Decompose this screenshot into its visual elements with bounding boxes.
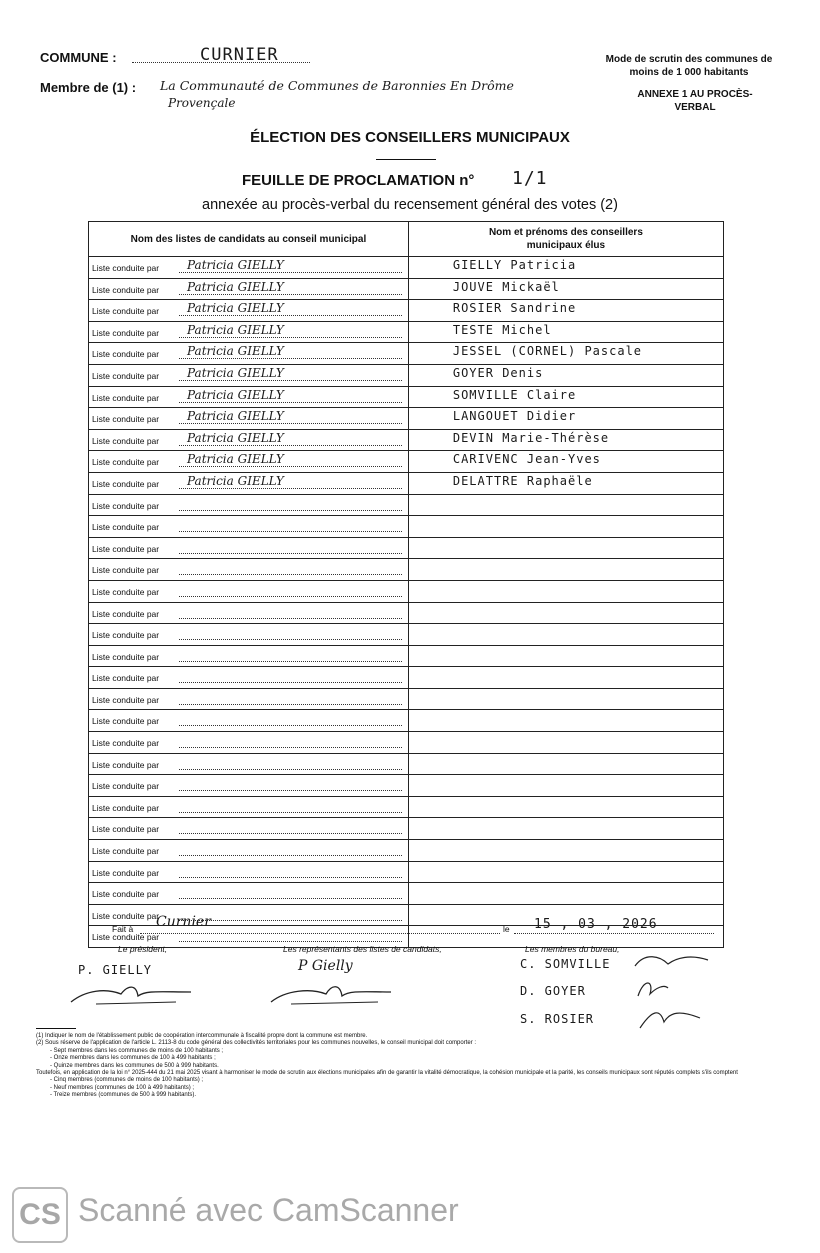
liste-value: Patricia GIELLY	[187, 365, 284, 380]
liste-cell	[89, 537, 409, 559]
table-row	[89, 753, 724, 775]
liste-conduite-label: Liste conduite par	[92, 932, 160, 943]
liste-value: Patricia GIELLY	[187, 452, 284, 467]
elu-value: GIELLY Patricia	[452, 258, 577, 272]
liste-cell	[89, 645, 409, 667]
liste-conduite-label: Liste conduite par	[92, 543, 160, 554]
elu-cell	[408, 688, 723, 710]
fait-place: Curnier	[156, 914, 211, 930]
liste-dotline	[179, 445, 402, 446]
liste-conduite-label: Liste conduite par	[92, 263, 160, 273]
elu-cell	[408, 602, 723, 624]
elu-cell	[408, 883, 723, 905]
liste-conduite-label: Liste conduite par	[92, 910, 160, 921]
liste-conduite-label: Liste conduite par	[92, 522, 160, 533]
liste-conduite-label: Liste conduite par	[92, 694, 160, 705]
elu-cell	[408, 840, 723, 862]
liste-value: Patricia GIELLY	[187, 301, 284, 316]
table-row	[89, 300, 724, 322]
fait-place-dotline	[140, 933, 500, 934]
liste-conduite-label: Liste conduite par	[92, 781, 160, 792]
liste-cell	[89, 559, 409, 581]
mode-scrutin: Mode de scrutin des communes de moins de 1 000 habitants	[605, 54, 773, 78]
liste-conduite-label: Liste conduite par	[92, 327, 160, 338]
commune-label: COMMUNE :	[40, 50, 117, 65]
camscanner-text: Scanné avec CamScanner	[78, 1192, 459, 1228]
liste-dotline	[179, 704, 402, 705]
elu-value: LANGOUET Didier	[452, 409, 577, 424]
annexe-label: ANNEXE 1 AU PROCÈS-VERBAL	[637, 89, 753, 113]
elu-cell	[408, 580, 723, 602]
footnote-toutefois: Toutefois, en application de la loi n° 2025-444 du 21 mai 2025 visant à harmoniser le mode de scrutin aux élections municipales afin de garantir la vitalité démocratique, la cohésion municipale et la parité, les conseils municipaux sont réputés complets s'ils comptent	[36, 1070, 738, 1077]
elu-value: DELATTRE Raphaële	[452, 473, 593, 488]
elu-value: SOMVILLE Claire	[452, 387, 577, 402]
liste-dotline	[179, 877, 402, 878]
liste-value: Patricia GIELLY	[187, 322, 284, 337]
liste-cell	[89, 861, 409, 883]
liste-cell	[89, 494, 409, 516]
liste-value: Patricia GIELLY	[187, 279, 284, 294]
liste-dotline	[179, 531, 402, 532]
bureau-label: Les membres du bureau,	[525, 944, 620, 954]
footnote-2: (2) Sous réserve de l'application de l'article L. 2113-8 du code général des collectivités territoriales pour les communes nouvelles, le conseil municipal doit comporter :	[36, 1040, 477, 1047]
liste-dotline	[179, 596, 402, 597]
liste-conduite-label: Liste conduite par	[92, 867, 160, 878]
liste-conduite-label: Liste conduite par	[92, 846, 160, 857]
liste-cell	[89, 408, 409, 430]
elu-value: CARIVENC Jean-Yves	[452, 452, 601, 467]
elu-cell	[408, 645, 723, 667]
liste-conduite-label: Liste conduite par	[92, 738, 160, 749]
table-row	[89, 278, 724, 300]
elu-cell	[408, 408, 723, 430]
liste-dotline	[179, 790, 402, 791]
fait-le-label: le	[503, 924, 510, 934]
liste-conduite-label: Liste conduite par	[92, 565, 160, 576]
liste-cell	[89, 602, 409, 624]
footnotes	[36, 1033, 784, 1100]
liste-cell	[89, 321, 409, 343]
table-row	[89, 429, 724, 451]
page-title: ÉLECTION DES CONSEILLERS MUNICIPAUX	[250, 129, 570, 146]
elu-cell	[408, 472, 723, 494]
representant-name: P Gielly	[298, 958, 353, 974]
table-row	[89, 537, 724, 559]
bureau-member-2: D. GOYER	[520, 984, 586, 998]
table-row	[89, 732, 724, 754]
elu-cell	[408, 494, 723, 516]
elu-cell	[408, 559, 723, 581]
table-row	[89, 818, 724, 840]
table-row	[89, 667, 724, 689]
liste-dotline	[179, 812, 402, 813]
president-name: P. GIELLY	[78, 963, 153, 977]
liste-value: Patricia GIELLY	[187, 258, 284, 272]
fait-date: 15 , 03 , 2026	[534, 917, 658, 932]
elu-value: TESTE Michel	[452, 322, 552, 337]
representants-label: Les représentants des listes de candidats,	[283, 944, 442, 954]
liste-cell	[89, 732, 409, 754]
liste-conduite-label: Liste conduite par	[92, 716, 160, 727]
table-row	[89, 840, 724, 862]
table-row	[89, 516, 724, 538]
col-header-elus: Nom et prénoms des conseillers municipaux élus	[408, 222, 723, 257]
elu-cell	[408, 300, 723, 322]
footnote-rule	[36, 1028, 76, 1029]
liste-value: Patricia GIELLY	[187, 344, 284, 359]
president-signature	[66, 980, 196, 1010]
liste-dotline	[179, 618, 402, 619]
table-row	[89, 645, 724, 667]
liste-cell	[89, 429, 409, 451]
representant-signature	[266, 980, 396, 1010]
membre-value-line2: Provençale	[168, 96, 236, 110]
liste-dotline	[179, 402, 402, 403]
elu-value: ROSIER Sandrine	[452, 301, 577, 316]
table-row	[89, 861, 724, 883]
footnote-2a: - Sept membres dans les communes de moins de 100 habitants ;	[50, 1047, 224, 1054]
elu-cell	[408, 429, 723, 451]
table-row	[89, 688, 724, 710]
liste-conduite-label: Liste conduite par	[92, 392, 160, 403]
table-row	[89, 775, 724, 797]
liste-conduite-label: Liste conduite par	[92, 435, 160, 446]
membre-value-line1: La Communauté de Communes de Baronnies En Drôme	[160, 78, 514, 93]
elu-cell	[408, 667, 723, 689]
liste-cell	[89, 818, 409, 840]
liste-dotline	[179, 553, 402, 554]
liste-conduite-label: Liste conduite par	[92, 759, 160, 770]
commune-value: CURNIER	[200, 45, 279, 65]
liste-dotline	[179, 488, 402, 489]
liste-dotline	[179, 725, 402, 726]
liste-value: Patricia GIELLY	[187, 387, 284, 402]
liste-cell	[89, 451, 409, 473]
bureau-member-1: C. SOMVILLE	[520, 957, 611, 971]
feuille-number: 1/1	[512, 168, 548, 189]
liste-conduite-label: Liste conduite par	[92, 370, 160, 381]
table-row	[89, 580, 724, 602]
subtitle: annexée au procès-verbal du recensement général des votes (2)	[202, 197, 618, 213]
liste-dotline	[179, 747, 402, 748]
liste-dotline	[179, 682, 402, 683]
table-row	[89, 343, 724, 365]
elu-cell	[408, 732, 723, 754]
liste-conduite-label: Liste conduite par	[92, 630, 160, 641]
liste-dotline	[179, 855, 402, 856]
table-row	[89, 796, 724, 818]
liste-conduite-label: Liste conduite par	[92, 500, 160, 511]
liste-cell	[89, 710, 409, 732]
liste-dotline	[179, 294, 402, 295]
liste-dotline	[179, 769, 402, 770]
table-row	[89, 602, 724, 624]
elu-value: JOUVE Mickaël	[452, 279, 560, 294]
liste-dotline	[179, 272, 402, 273]
liste-cell	[89, 257, 409, 279]
liste-dotline	[179, 380, 402, 381]
liste-conduite-label: Liste conduite par	[92, 414, 160, 425]
table-row	[89, 494, 724, 516]
liste-cell	[89, 753, 409, 775]
elu-cell	[408, 321, 723, 343]
liste-cell	[89, 516, 409, 538]
footnote-3b: - Neuf membres (communes de 100 à 499 habitants) ;	[50, 1084, 195, 1091]
bureau-signatures	[630, 948, 720, 1038]
president-label: Le président,	[118, 944, 168, 954]
elu-value: GOYER Denis	[452, 365, 544, 380]
elu-cell	[408, 861, 723, 883]
table-row	[89, 257, 724, 279]
elu-cell	[408, 775, 723, 797]
table-row	[89, 710, 724, 732]
elu-cell	[408, 257, 723, 279]
liste-cell	[89, 278, 409, 300]
liste-cell	[89, 300, 409, 322]
liste-conduite-label: Liste conduite par	[92, 349, 160, 360]
liste-dotline	[179, 510, 402, 511]
elu-cell	[408, 753, 723, 775]
table-row	[89, 472, 724, 494]
elu-cell	[408, 710, 723, 732]
liste-cell	[89, 688, 409, 710]
liste-dotline	[179, 337, 402, 338]
liste-cell	[89, 364, 409, 386]
elu-cell	[408, 624, 723, 646]
liste-dotline	[179, 315, 402, 316]
liste-dotline	[179, 920, 402, 921]
bureau-member-3: S. ROSIER	[520, 1012, 595, 1026]
footnote-2c: - Quinze membres dans les communes de 500 à 999 habitants.	[50, 1062, 219, 1069]
liste-cell	[89, 580, 409, 602]
liste-conduite-label: Liste conduite par	[92, 673, 160, 684]
elu-cell	[408, 343, 723, 365]
col-header-listes: Nom des listes de candidats au conseil municipal	[89, 222, 409, 257]
liste-cell	[89, 904, 409, 926]
liste-cell	[89, 624, 409, 646]
liste-value: Patricia GIELLY	[187, 430, 284, 445]
liste-conduite-label: Liste conduite par	[92, 608, 160, 619]
liste-dotline	[179, 833, 402, 834]
liste-dotline	[179, 574, 402, 575]
liste-cell	[89, 386, 409, 408]
camscanner-logo: CS	[12, 1187, 68, 1243]
liste-dotline	[179, 661, 402, 662]
title-divider	[376, 159, 436, 160]
elu-value: JESSEL (CORNEL) Pascale	[452, 344, 643, 359]
table-row	[89, 321, 724, 343]
liste-conduite-label: Liste conduite par	[92, 824, 160, 835]
liste-conduite-label: Liste conduite par	[92, 478, 160, 489]
feuille-label: FEUILLE DE PROCLAMATION n°	[242, 172, 475, 189]
footnote-3c: - Treize membres (communes de 500 à 999 habitants).	[50, 1092, 197, 1099]
footnote-1: (1) Indiquer le nom de l'établissement public de coopération intercommunale à fiscalité propre dont la commune est membre.	[36, 1033, 368, 1039]
liste-cell	[89, 883, 409, 905]
liste-conduite-label: Liste conduite par	[92, 586, 160, 597]
membre-label: Membre de (1) :	[40, 80, 137, 95]
liste-value: Patricia GIELLY	[187, 409, 284, 424]
table-row	[89, 624, 724, 646]
table-row	[89, 883, 724, 905]
liste-cell	[89, 472, 409, 494]
footnote-2b: - Onze membres dans les communes de 100 à 499 habitants ;	[50, 1055, 216, 1062]
liste-conduite-label: Liste conduite par	[92, 306, 160, 317]
liste-conduite-label: Liste conduite par	[92, 651, 160, 662]
table-row	[89, 408, 724, 430]
table-row	[89, 386, 724, 408]
elu-cell	[408, 516, 723, 538]
table-row	[89, 364, 724, 386]
table-row	[89, 451, 724, 473]
liste-dotline	[179, 941, 402, 942]
elu-cell	[408, 537, 723, 559]
liste-dotline	[179, 466, 402, 467]
proclamation-table	[88, 221, 724, 948]
liste-cell	[89, 343, 409, 365]
liste-dotline	[179, 358, 402, 359]
liste-conduite-label: Liste conduite par	[92, 284, 160, 295]
liste-cell	[89, 667, 409, 689]
fait-date-dotline	[514, 933, 714, 934]
liste-dotline	[179, 639, 402, 640]
footnote-3a: - Cinq membres (communes de moins de 100 habitants) ;	[50, 1077, 204, 1084]
elu-cell	[408, 386, 723, 408]
liste-dotline	[179, 423, 402, 424]
elu-value: DEVIN Marie-Thérèse	[452, 430, 610, 445]
elu-cell	[408, 796, 723, 818]
liste-conduite-label: Liste conduite par	[92, 802, 160, 813]
liste-dotline	[179, 898, 402, 899]
fait-label: Fait à	[112, 924, 134, 934]
elu-cell	[408, 278, 723, 300]
elu-cell	[408, 364, 723, 386]
liste-value: Patricia GIELLY	[187, 473, 284, 488]
elu-cell	[408, 818, 723, 840]
liste-conduite-label: Liste conduite par	[92, 889, 160, 900]
elu-cell	[408, 451, 723, 473]
liste-cell	[89, 775, 409, 797]
table-row	[89, 559, 724, 581]
liste-cell	[89, 796, 409, 818]
liste-cell	[89, 840, 409, 862]
liste-conduite-label: Liste conduite par	[92, 457, 160, 468]
